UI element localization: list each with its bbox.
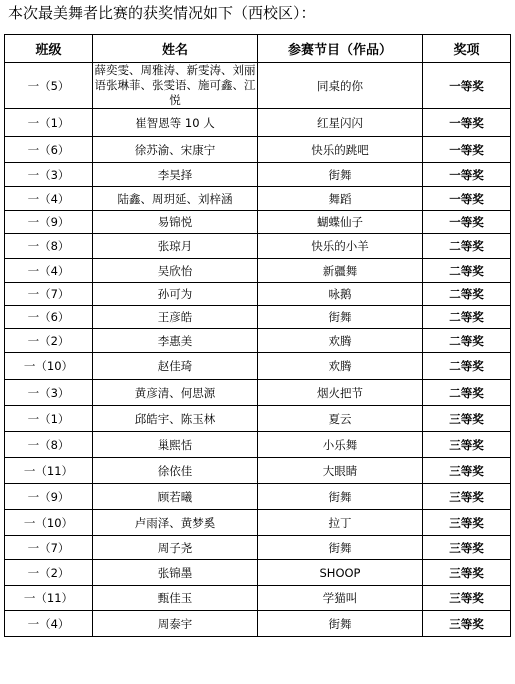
cell-program: 新疆舞 [258,259,423,283]
cell-class: 一（10） [5,353,93,380]
table-row [5,109,511,137]
cell-program: 大眼睛 [258,458,423,484]
cell-award: 一等奖 [423,63,511,109]
cell-name: 周泰宇 [93,611,258,637]
cell-class: 一（4） [5,187,93,211]
cell-name: 崔智恩等 10 人 [93,109,258,137]
cell-program: 快乐的小羊 [258,234,423,259]
cell-program: 拉丁 [258,510,423,536]
cell-class: 一（1） [5,406,93,432]
cell-program: 学猫叫 [258,586,423,611]
cell-class: 一（7） [5,283,93,306]
cell-award: 三等奖 [423,586,511,611]
table-row [5,353,511,380]
cell-program: 同桌的你 [258,63,423,109]
cell-program: 欢腾 [258,353,423,380]
cell-name: 张锦墨 [93,560,258,586]
table-row [5,283,511,306]
cell-name: 邱皓宇、陈玉林 [93,406,258,432]
table-row [5,63,511,109]
cell-program: 街舞 [258,306,423,329]
cell-award: 一等奖 [423,163,511,187]
table-row [5,163,511,187]
table-row [5,380,511,406]
cell-program: 快乐的跳吧 [258,137,423,163]
table-row [5,306,511,329]
cell-award: 一等奖 [423,187,511,211]
table-row [5,137,511,163]
cell-class: 一（8） [5,432,93,458]
cell-name: 陆鑫、周玥延、刘梓涵 [93,187,258,211]
cell-award: 一等奖 [423,137,511,163]
cell-name: 李惠美 [93,329,258,353]
cell-program: 夏云 [258,406,423,432]
header-class: 班级 [5,35,93,63]
cell-name: 薛奕雯、周雅涛、新雯涛、刘丽语张琳菲、张雯语、施可鑫、江悦 [94,63,256,107]
cell-program: 街舞 [258,484,423,510]
cell-award: 二等奖 [423,329,511,353]
cell-award: 二等奖 [423,259,511,283]
cell-award: 三等奖 [423,611,511,637]
cell-class: 一（4） [5,611,93,637]
table-row [5,560,511,586]
cell-award: 一等奖 [423,109,511,137]
table-row [5,611,511,637]
cell-class: 一（11） [5,458,93,484]
header-name: 姓名 [93,35,258,63]
cell-program: SHOOP [258,560,423,586]
cell-name: 巢熙恬 [93,432,258,458]
cell-class: 一（9） [5,484,93,510]
cell-class: 一（2） [5,560,93,586]
cell-program: 红星闪闪 [258,109,423,137]
cell-award: 三等奖 [423,484,511,510]
table-row [5,259,511,283]
cell-award: 二等奖 [423,353,511,380]
cell-program: 烟火把节 [258,380,423,406]
cell-name: 周子尧 [93,536,258,560]
cell-class: 一（6） [5,137,93,163]
cell-class: 一（3） [5,163,93,187]
table-row [5,234,511,259]
table-row [5,211,511,234]
cell-name: 张琼月 [93,234,258,259]
cell-class: 一（6） [5,306,93,329]
page-title: 本次最美舞者比赛的获奖情况如下（西校区）： [8,4,316,22]
cell-class: 一（11） [5,586,93,611]
cell-class: 一（1） [5,109,93,137]
cell-name: 徐依佳 [93,458,258,484]
cell-program: 街舞 [258,163,423,187]
table-row [5,406,511,432]
cell-award: 二等奖 [423,283,511,306]
cell-class: 一（3） [5,380,93,406]
cell-class: 一（10） [5,510,93,536]
cell-program: 小乐舞 [258,432,423,458]
table-row [5,329,511,353]
table-row [5,586,511,611]
cell-class: 一（5） [5,63,93,109]
cell-name: 赵佳琦 [93,353,258,380]
cell-award: 三等奖 [423,536,511,560]
cell-program: 蝴蝶仙子 [258,211,423,234]
table-row [5,510,511,536]
cell-class: 一（7） [5,536,93,560]
table-row [5,536,511,560]
cell-class: 一（4） [5,259,93,283]
cell-name: 卢雨泽、黄梦奚 [93,510,258,536]
cell-award: 二等奖 [423,306,511,329]
cell-award: 三等奖 [423,406,511,432]
header-program: 参赛节目（作品） [258,35,423,63]
table-row [5,432,511,458]
table-row [5,484,511,510]
cell-name: 吴欣怡 [93,259,258,283]
cell-award: 三等奖 [423,510,511,536]
cell-name: 王彦皓 [93,306,258,329]
cell-name: 易锦悦 [93,211,258,234]
cell-class: 一（8） [5,234,93,259]
table-row [5,187,511,211]
cell-program: 街舞 [258,611,423,637]
cell-award: 二等奖 [423,380,511,406]
cell-award: 三等奖 [423,432,511,458]
cell-program: 咏鹅 [258,283,423,306]
cell-program: 欢腾 [258,329,423,353]
cell-name: 孙可为 [93,283,258,306]
cell-award: 二等奖 [423,234,511,259]
cell-award: 一等奖 [423,211,511,234]
cell-class: 一（9） [5,211,93,234]
cell-name: 甄佳玉 [93,586,258,611]
cell-name: 李昊择 [93,163,258,187]
header-row [5,35,511,63]
cell-award: 三等奖 [423,560,511,586]
cell-award: 三等奖 [423,458,511,484]
table-row [5,458,511,484]
cell-program: 街舞 [258,536,423,560]
header-award: 奖项 [423,35,511,63]
cell-name: 顾若曦 [93,484,258,510]
awards-table [4,34,511,637]
cell-program: 舞蹈 [258,187,423,211]
cell-class: 一（2） [5,329,93,353]
cell-name: 黄彦清、何思源 [93,380,258,406]
cell-name: 徐苏渝、宋康宁 [93,137,258,163]
